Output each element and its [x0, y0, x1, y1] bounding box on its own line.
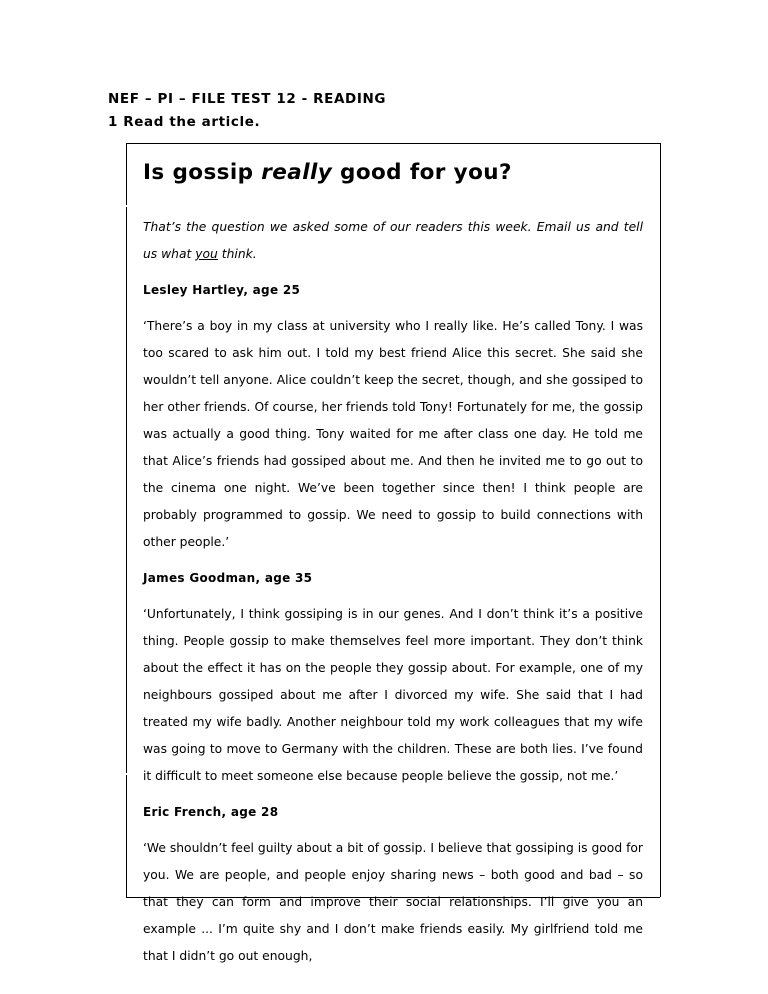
box-gap-top — [126, 205, 660, 207]
title-start: Is gossip — [143, 160, 254, 185]
title-emphasis: really — [261, 160, 333, 185]
article-title — [143, 160, 512, 185]
reader-name: James Goodman, age 35 — [143, 571, 313, 585]
test-header: NEF – PI – FILE TEST 12 - READING — [108, 91, 387, 107]
reader-comment: ‘There’s a boy in my class at university who I really like. He’s called Tony. I was too scared to ask him out. I told my best friend Alice this secret. She said she wouldn’t tell anyone. Alice couldn’t keep the secret, though, and she gossiped to her other friends. Of course, her friends told Tony! Fortunately for me, the gossip was actually a good thing. Tony waited for me after class one day. He told me that Alice’s friends had gossiped about me. And then he invited me to go out to the cinema one night. We’ve been together since then! I think people are probably programmed to gossip. We need to gossip to build connections with other people.’ — [143, 319, 643, 549]
box-top-border — [126, 143, 660, 144]
title-end: good for you? — [340, 160, 512, 185]
article-body — [143, 214, 643, 970]
intro-end: think. — [221, 247, 257, 261]
intro-paragraph — [143, 214, 643, 268]
instruction: 1 Read the article. — [108, 114, 261, 130]
reader-name: Eric French, age 28 — [143, 805, 279, 819]
reader-comment: ‘Unfortunately, I think gossiping is in our genes. And I don’t think it’s a positive thing. People gossip to make themselves feel more important. They don’t think about the effect it has on the people they gossip about. For example, one of my neighbours gossiped about me after I divorced my wife. She said that I had treated my wife badly. Another neighbour told my work colleagues that my wife was going to move to Germany with the children. These are both lies. I’ve found it difficult to meet someone else because people believe the gossip, not me.’ — [143, 607, 643, 783]
reader-name: Lesley Hartley, age 25 — [143, 283, 301, 297]
reader-comment: ‘We shouldn’t feel guilty about a bit of gossip. I believe that gossiping is good for you. We are people, and people enjoy sharing news – both good and bad – so that they can form and improve their social relationships. I’ll give you an example ... I’m quite shy and I don’t make friends easily. My girlfriend told me that I didn’t go out enough, — [143, 841, 643, 963]
intro-start: That’s the question we asked some of our readers this week. Email us and tell us what — [143, 220, 643, 261]
intro-emphasis: you — [195, 247, 218, 261]
